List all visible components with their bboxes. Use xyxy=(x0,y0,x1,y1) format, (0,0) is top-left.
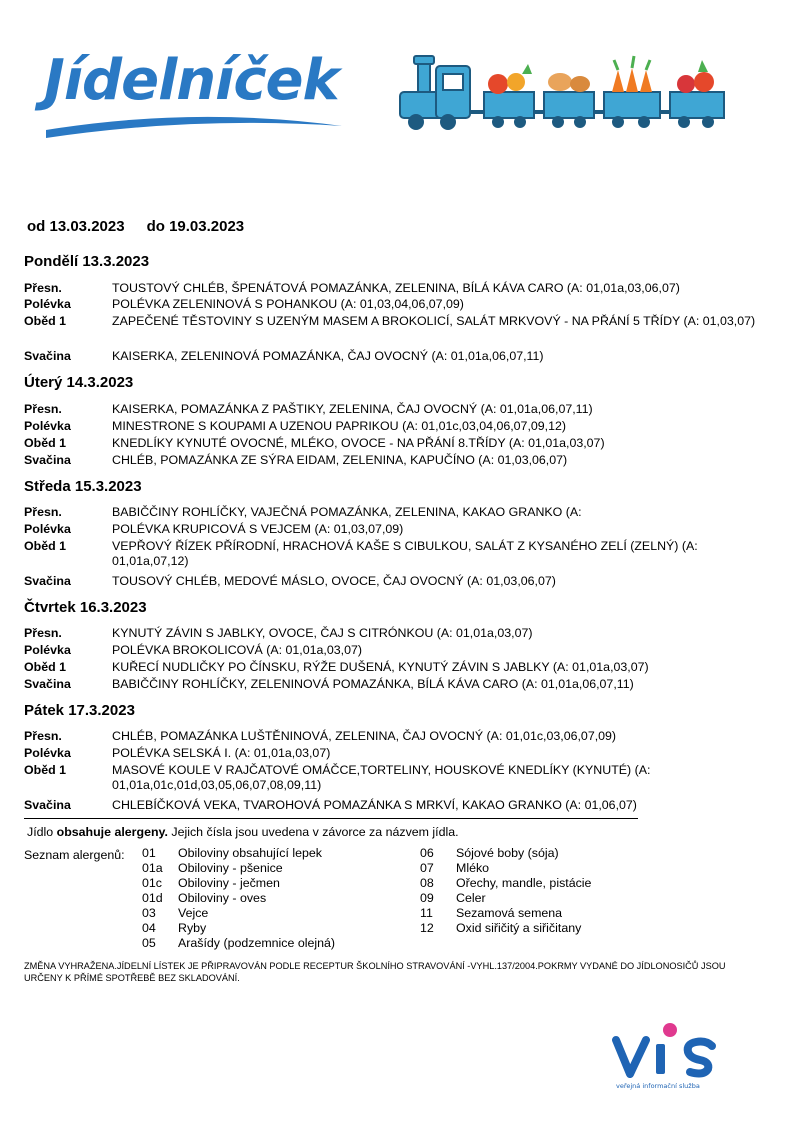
allergen-code: 11 xyxy=(420,906,433,920)
meal-label: Svačina xyxy=(24,677,71,691)
meal-label: Přesn. xyxy=(24,505,62,519)
day-title: Pátek 17.3.2023 xyxy=(24,702,135,719)
day-title: Středa 15.3.2023 xyxy=(24,478,142,495)
meal-label: Oběd 1 xyxy=(24,314,66,328)
allergen-code: 09 xyxy=(420,891,434,905)
meal-text: BABIČČINY ROHLÍČKY, ZELENINOVÁ POMAZÁNKA, BÍLÁ KÁVA CARO (A: 01,01a,06,07,11) xyxy=(112,677,634,691)
meal-label: Přesn. xyxy=(24,626,62,640)
meal-text: KNEDLÍKY KYNUTÉ OVOCNÉ, MLÉKO, OVOCE - NA PŘÁNÍ 8.TŘÍDY (A: 01,01a,03,07) xyxy=(112,436,605,450)
meal-text: BABIČČINY ROHLÍČKY, VAJEČNÁ POMAZÁNKA, ZELENINA, KAKAO GRANKO (A: xyxy=(112,505,582,519)
logo-swoosh xyxy=(44,108,344,148)
meal-text: MASOVÉ KOULE V RAJČATOVÉ OMÁČCE,TORTELINY, HOUSKOVÉ KNEDLÍKY (KYNUTÉ) (A: 01,01a,01c,01d,03,05,06,07,08,09,11) xyxy=(112,763,651,792)
vegetable-train-illustration xyxy=(398,52,728,134)
meal-text: VEPŘOVÝ ŘÍZEK PŘÍRODNÍ, HRACHOVÁ KAŠE S CIBULKOU, SALÁT Z KYSANÉHO ZELÍ (ZELNÝ) (A: 01,01a,07,12) xyxy=(112,539,698,568)
jidelnicek-logo xyxy=(44,48,354,158)
allergen-name: Ořechy, mandle, pistácie xyxy=(456,876,592,890)
footer-disclaimer: ZMĚNA VYHRAŽENA.JÍDELNÍ LÍSTEK JE PŘIPRAVOVÁN PODLE RECEPTUR ŠKOLNÍHO STRAVOVÁNÍ -VYHL.137/2004.POKRMY VYDANÉ DO JÍDLONOSIČŮ JSOU URČENY K PŘÍMÉ SPOTŘEBĚ BEZ SKLADOVÁNÍ. xyxy=(24,961,726,983)
meal-text: KYNUTÝ ZÁVIN S JABLKY, OVOCE, ČAJ S CITRÓNKOU (A: 01,01a,03,07) xyxy=(112,626,533,640)
date-from: od 13.03.2023 xyxy=(27,218,125,235)
vis-logo xyxy=(612,1016,722,1094)
meal-text: CHLEBÍČKOVÁ VEKA, TVAROHOVÁ POMAZÁNKA S MRKVÍ, KAKAO GRANKO (A: 01,06,07) xyxy=(112,798,637,812)
day-title: Úterý 14.3.2023 xyxy=(24,374,134,391)
meal-label: Svačina xyxy=(24,574,71,588)
allergen-name: Ryby xyxy=(178,921,207,935)
meal-label: Přesn. xyxy=(24,729,62,743)
date-range xyxy=(27,218,266,235)
allergen-code: 04 xyxy=(142,921,156,935)
allergen-code: 01 xyxy=(142,846,156,860)
allergen-note xyxy=(27,825,459,839)
meal-label: Oběd 1 xyxy=(24,539,66,553)
meal-text: POLÉVKA BROKOLICOVÁ (A: 01,01a,03,07) xyxy=(112,643,363,657)
meal-label: Svačina xyxy=(24,453,71,467)
meal-text: POLÉVKA SELSKÁ I. (A: 01,01a,03,07) xyxy=(112,746,331,760)
meal-label: Polévka xyxy=(24,297,71,311)
meal-text: TOUSOVÝ CHLÉB, MEDOVÉ MÁSLO, OVOCE, ČAJ OVOCNÝ (A: 01,03,06,07) xyxy=(112,574,556,588)
allergen-code: 07 xyxy=(420,861,434,875)
meal-text: KUŘECÍ NUDLIČKY PO ČÍNSKU, RÝŽE DUŠENÁ, KYNUTÝ ZÁVIN S JABLKY (A: 01,01a,03,07) xyxy=(112,660,649,674)
note-bold: obsahuje alergeny. xyxy=(56,825,168,839)
meal-text: CHLÉB, POMAZÁNKA LUŠTĚNINOVÁ, ZELENINA, ČAJ OVOCNÝ (A: 01,01c,03,06,07,09) xyxy=(112,729,617,743)
meal-label: Polévka xyxy=(24,522,71,536)
allergen-code: 01d xyxy=(142,891,163,905)
meal-label: Svačina xyxy=(24,798,71,812)
allergen-name: Obiloviny - oves xyxy=(178,891,267,905)
allergen-name: Sezamová semena xyxy=(456,906,563,920)
allergen-code: 06 xyxy=(420,846,434,860)
day-title: Pondělí 13.3.2023 xyxy=(24,253,150,270)
meal-label: Oběd 1 xyxy=(24,660,66,674)
meal-text: CHLÉB, POMAZÁNKA ZE SÝRA EIDAM, ZELENINA, KAPUČÍNO (A: 01,03,06,07) xyxy=(112,453,568,467)
allergen-code: 05 xyxy=(142,936,156,950)
allergen-code: 01a xyxy=(142,861,163,875)
allergen-name: Mléko xyxy=(456,861,490,875)
meal-text: POLÉVKA ZELENINOVÁ S POHANKOU (A: 01,03,04,06,07,09) xyxy=(112,297,464,311)
meal-text: MINESTRONE S KOUPAMI A UZENOU PAPRIKOU (A: 01,01c,03,04,06,07,09,12) xyxy=(112,419,567,433)
allergen-name: Obiloviny - pšenice xyxy=(178,861,283,875)
allergen-name: Obiloviny - ječmen xyxy=(178,876,280,890)
allergen-name: Arašídy (podzemnice olejná) xyxy=(178,936,336,950)
meal-label: Oběd 1 xyxy=(24,436,66,450)
note-prefix: Jídlo xyxy=(27,825,57,839)
meal-label: Polévka xyxy=(24,643,71,657)
logo-title: Jídelníček xyxy=(44,48,339,113)
note-rest: Jejich čísla jsou uvedena v závorce za názvem jídla. xyxy=(167,825,459,839)
meal-text: TOUSTOVÝ CHLÉB, ŠPENÁTOVÁ POMAZÁNKA, ZELENINA, BÍLÁ KÁVA CARO (A: 01,01a,03,06,07) xyxy=(112,281,680,295)
allergen-code: 03 xyxy=(142,906,156,920)
meal-text: KAISERKA, ZELENINOVÁ POMAZÁNKA, ČAJ OVOCNÝ (A: 01,01a,06,07,11) xyxy=(112,349,544,363)
divider xyxy=(24,818,638,819)
allergen-name: Sójové boby (sója) xyxy=(456,846,559,860)
meal-text: KAISERKA, POMAZÁNKA Z PAŠTIKY, ZELENINA, ČAJ OVOCNÝ (A: 01,01a,06,07,11) xyxy=(112,402,593,416)
allergen-code: 12 xyxy=(420,921,434,935)
allergen-name: Oxid siřičitý a siřičitany xyxy=(456,921,582,935)
meal-text: ZAPEČENÉ TĚSTOVINY S UZENÝM MASEM A BROKOLICÍ, SALÁT MRKVOVÝ - NA PŘÁNÍ 5 TŘÍDY (A: 01,03,07) xyxy=(112,314,756,328)
meal-label: Oběd 1 xyxy=(24,763,66,777)
allergen-name: Vejce xyxy=(178,906,209,920)
allergen-code: 08 xyxy=(420,876,434,890)
allergen-list-label: Seznam alergenů: xyxy=(24,848,125,862)
day-title: Čtvrtek 16.3.2023 xyxy=(24,599,147,616)
meal-label: Polévka xyxy=(24,746,71,760)
allergen-name: Obiloviny obsahující lepek xyxy=(178,846,322,860)
meal-label: Přesn. xyxy=(24,402,62,416)
meal-label: Svačina xyxy=(24,349,71,363)
allergen-code: 01c xyxy=(142,876,162,890)
meal-text: POLÉVKA KRUPICOVÁ S VEJCEM (A: 01,03,07,09) xyxy=(112,522,404,536)
vis-tagline: veřejná informační služba xyxy=(616,1082,700,1090)
meal-label: Polévka xyxy=(24,419,71,433)
allergen-name: Celer xyxy=(456,891,486,905)
date-to: do 19.03.2023 xyxy=(146,218,245,235)
meal-label: Přesn. xyxy=(24,281,62,295)
